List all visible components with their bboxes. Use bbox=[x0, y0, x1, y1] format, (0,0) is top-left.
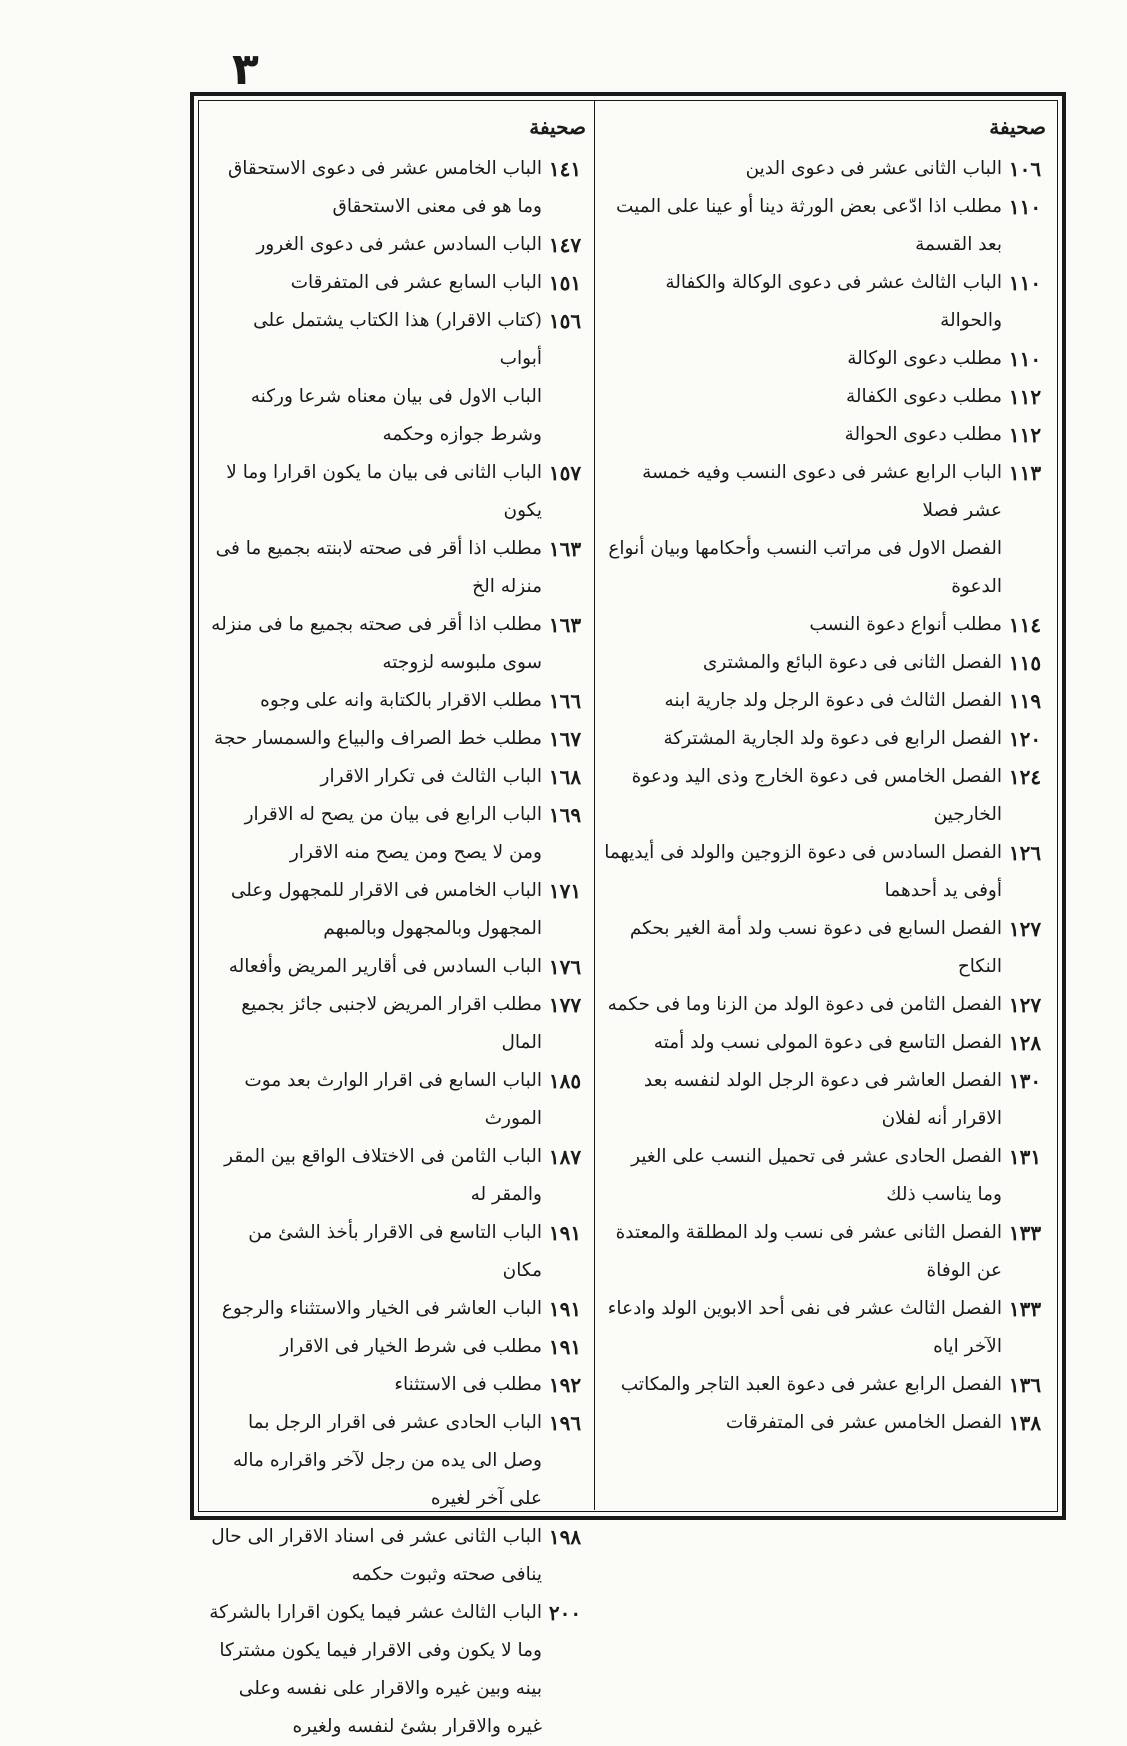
toc-entry-page: ١٤١ bbox=[548, 157, 582, 181]
toc-entry bbox=[206, 872, 588, 948]
toc-entry-page: ١١٣ bbox=[1008, 461, 1042, 485]
toc-entry-page: ١١٢ bbox=[1008, 385, 1042, 409]
toc-entry-page: ١٦٣ bbox=[548, 537, 582, 561]
toc-entry-title: الفصل الخامس فى دعوة الخارج وذى اليد ودعوة الخارجين bbox=[631, 766, 1002, 825]
toc-entry bbox=[604, 682, 1048, 720]
toc-entry bbox=[604, 340, 1048, 378]
toc-entry bbox=[206, 1594, 588, 1746]
toc-entry-title: الباب الرابع فى بيان من يصح له الاقرار ومن لا يصح ومن يصح منه الاقرار bbox=[244, 804, 542, 863]
toc-entry-title: الباب الثانى عشر فى دعوى الدين bbox=[745, 158, 1002, 179]
toc-entry bbox=[206, 1366, 588, 1404]
toc-entry-title: الباب الثانى فى بيان ما يكون اقرارا وما لا يكون bbox=[226, 462, 542, 521]
toc-entry-page: ١٨٥ bbox=[548, 1069, 582, 1093]
toc-entry bbox=[206, 1404, 588, 1518]
toc-entry-title: الفصل العاشر فى دعوة الرجل الولد لنفسه بعد الاقرار أنه لفلان bbox=[643, 1070, 1002, 1129]
toc-entry bbox=[604, 1366, 1048, 1404]
toc-entry-page: ١٩٢ bbox=[548, 1373, 582, 1397]
toc-entry-title: مطلب اذا أقر فى صحته لابنته بجميع ما فى منزله الخ bbox=[215, 538, 542, 597]
toc-entry bbox=[604, 1214, 1048, 1290]
toc-entry-page: ١٣٦ bbox=[1008, 1373, 1042, 1397]
left-column-entries bbox=[206, 150, 588, 1746]
toc-entry bbox=[206, 682, 588, 720]
toc-entry-title: مطلب اذا أقر فى صحته بجميع ما فى منزله سوى ملبوسه لزوجته bbox=[211, 614, 542, 673]
toc-entry-title: مطلب أنواع دعوة النسب bbox=[809, 614, 1002, 635]
left-column bbox=[206, 112, 588, 1746]
toc-entry bbox=[604, 150, 1048, 188]
toc-entry bbox=[604, 1138, 1048, 1214]
toc-entry-page: ١٣٣ bbox=[1008, 1221, 1042, 1245]
toc-entry-title: الفصل السادس فى دعوة الزوجين والولد فى أيديهما أوفى يد أحدهما bbox=[604, 842, 1002, 901]
toc-entry-title: مطلب فى شرط الخيار فى الاقرار bbox=[280, 1336, 542, 1357]
toc-entry-title: الباب الثالث فى تكرار الاقرار bbox=[320, 766, 542, 787]
toc-entry bbox=[604, 834, 1048, 910]
toc-entry-page: ١٧٦ bbox=[548, 955, 582, 979]
toc-entry-title: الفصل الحادى عشر فى تحميل النسب على الغير وما يناسب ذلك bbox=[631, 1146, 1002, 1205]
toc-entry-title: الفصل الخامس عشر فى المتفرقات bbox=[725, 1412, 1002, 1433]
toc-entry-title: مطلب دعوى الحوالة bbox=[844, 424, 1002, 445]
toc-entry-page: ١١٤ bbox=[1008, 613, 1042, 637]
toc-entry-title: الفصل الرابع عشر فى دعوة العبد التاجر والمكاتب bbox=[620, 1374, 1002, 1395]
toc-entry-page: ١٩١ bbox=[548, 1297, 582, 1321]
toc-entry-page: ١١٠ bbox=[1008, 195, 1042, 219]
toc-entry bbox=[604, 758, 1048, 834]
toc-entry bbox=[604, 188, 1048, 264]
toc-entry-title: الباب السابع عشر فى المتفرقات bbox=[290, 272, 542, 293]
toc-entry-title: الباب السادس فى أقارير المريض وأفعاله bbox=[228, 956, 542, 977]
toc-entry-title: الفصل الرابع فى دعوة ولد الجارية المشتركة bbox=[663, 728, 1002, 749]
toc-entry bbox=[206, 758, 588, 796]
toc-entry bbox=[604, 1404, 1048, 1442]
toc-entry-title: الفصل السابع فى دعوة نسب ولد أمة الغير بحكم النكاح bbox=[629, 918, 1002, 977]
toc-entry-page: ١٩٦ bbox=[548, 1411, 582, 1435]
toc-entry bbox=[604, 378, 1048, 416]
toc-entry bbox=[206, 606, 588, 682]
toc-entry-page: ١٢٤ bbox=[1008, 765, 1042, 789]
toc-entry-page: ١٢٧ bbox=[1008, 917, 1042, 941]
toc-entry-page: ١٩١ bbox=[548, 1221, 582, 1245]
toc-entry bbox=[206, 1138, 588, 1214]
toc-entry-page: ١٨٧ bbox=[548, 1145, 582, 1169]
toc-entry-page: ١٢٧ bbox=[1008, 993, 1042, 1017]
toc-entry-page: ١٠٦ bbox=[1008, 157, 1042, 181]
toc-entry bbox=[206, 378, 588, 454]
toc-entry-title: الباب الرابع عشر فى دعوى النسب وفيه خمسة عشر فصلا bbox=[642, 462, 1002, 521]
toc-entry bbox=[604, 530, 1048, 606]
toc-entry-title: الفصل الثالث عشر فى نفى أحد الابوين الولد وادعاء الآخر اياه bbox=[607, 1298, 1002, 1357]
toc-entry-title: الباب السابع فى اقرار الوارث بعد موت المورث bbox=[244, 1070, 542, 1129]
toc-entry-page: ١٥٦ bbox=[548, 309, 582, 333]
toc-entry bbox=[206, 720, 588, 758]
toc-entry bbox=[206, 1290, 588, 1328]
toc-entry bbox=[604, 644, 1048, 682]
toc-entry bbox=[604, 454, 1048, 530]
toc-entry-page: ١٧٧ bbox=[548, 993, 582, 1017]
toc-entry-title: الفصل الثانى عشر فى نسب ولد المطلقة والمعتدة عن الوفاة bbox=[615, 1222, 1002, 1281]
toc-entry-title: (كتاب الاقرار) هذا الكتاب يشتمل على أبواب bbox=[253, 310, 542, 369]
toc-entry-title: الباب التاسع فى الاقرار بأخذ الشئ من مكان bbox=[248, 1222, 542, 1281]
toc-entry bbox=[206, 1518, 588, 1594]
toc-entry-page: ١١٥ bbox=[1008, 651, 1042, 675]
toc-entry-title: الباب الثالث عشر فى دعوى الوكالة والكفالة والحوالة bbox=[665, 272, 1002, 331]
toc-entry-page: ١١٩ bbox=[1008, 689, 1042, 713]
toc-entry bbox=[206, 530, 588, 606]
toc-entry bbox=[206, 1062, 588, 1138]
toc-entry-title: الفصل الثانى فى دعوة البائع والمشترى bbox=[702, 652, 1002, 673]
toc-entry bbox=[604, 606, 1048, 644]
toc-entry bbox=[604, 1062, 1048, 1138]
toc-entry-page: ١٣٣ bbox=[1008, 1297, 1042, 1321]
toc-entry-page: ١٩١ bbox=[548, 1335, 582, 1359]
toc-entry-title: الباب العاشر فى الخيار والاستثناء والرجوع bbox=[221, 1298, 542, 1319]
toc-entry-page: ١٦٣ bbox=[548, 613, 582, 637]
toc-entry-page: ١٧١ bbox=[548, 879, 582, 903]
toc-entry-page: ١٩٨ bbox=[548, 1525, 582, 1549]
toc-entry bbox=[206, 1214, 588, 1290]
toc-entry-title: الفصل الاول فى مراتب النسب وأحكامها وبيان أنواع الدعوة bbox=[608, 538, 1002, 597]
toc-entry bbox=[206, 264, 588, 302]
toc-entry-title: الباب الثانى عشر فى اسناد الاقرار الى حال ينافى صحته وثبوت حكمه bbox=[211, 1526, 542, 1585]
toc-entry-title: الباب الخامس عشر فى دعوى الاستحقاق وما هو فى معنى الاستحقاق bbox=[227, 158, 542, 217]
toc-entry bbox=[206, 986, 588, 1062]
toc-entry-title: مطلب دعوى الوكالة bbox=[847, 348, 1002, 369]
toc-entry-page: ١٥٧ bbox=[548, 461, 582, 485]
toc-entry-page: ١٦٦ bbox=[548, 689, 582, 713]
toc-entry-title: مطلب دعوى الكفالة bbox=[846, 386, 1002, 407]
toc-entry-title: مطلب فى الاستثناء bbox=[394, 1374, 542, 1395]
toc-entry-page: ١٦٨ bbox=[548, 765, 582, 789]
toc-entry-page: ١٢٠ bbox=[1008, 727, 1042, 751]
toc-entry bbox=[604, 910, 1048, 986]
toc-entry-title: مطلب اذا ادّعى بعض الورثة دينا أو عينا على الميت بعد القسمة bbox=[615, 196, 1002, 255]
toc-entry-title: الباب الخامس فى الاقرار للمجهول وعلى المجهول وبالمجهول وبالمبهم bbox=[230, 880, 542, 939]
toc-entry bbox=[604, 416, 1048, 454]
toc-entry-page: ١٦٧ bbox=[548, 727, 582, 751]
toc-entry bbox=[206, 302, 588, 378]
toc-entry-page: ١٥١ bbox=[548, 271, 582, 295]
toc-entry-page: ١٢٦ bbox=[1008, 841, 1042, 865]
right-column-header: صحيفة bbox=[989, 115, 1046, 139]
toc-entry bbox=[604, 986, 1048, 1024]
toc-entry-title: مطلب الاقرار بالكتابة وانه على وجوه bbox=[260, 690, 542, 711]
toc-entry bbox=[604, 1024, 1048, 1062]
toc-entry-page: ١٦٩ bbox=[548, 803, 582, 827]
toc-entry-title: الباب الاول فى بيان معناه شرعا وركنه وشرط جوازه وحكمه bbox=[250, 386, 542, 445]
toc-entry-page: ١٢٨ bbox=[1008, 1031, 1042, 1055]
toc-entry-title: الفصل الثامن فى دعوة الولد من الزنا وما فى حكمه bbox=[607, 994, 1002, 1015]
toc-entry bbox=[206, 948, 588, 986]
toc-entry bbox=[206, 796, 588, 872]
toc-entry-title: الباب السادس عشر فى دعوى الغرور bbox=[256, 234, 542, 255]
toc-entry-title: مطلب اقرار المريض لاجنبى جائز بجميع المال bbox=[241, 994, 542, 1053]
toc-entry-title: الفصل الثالث فى دعوة الرجل ولد جارية ابنه bbox=[664, 690, 1002, 711]
toc-entry bbox=[206, 150, 588, 226]
toc-entry-page: ١١٢ bbox=[1008, 423, 1042, 447]
toc-entry-page: ١٣١ bbox=[1008, 1145, 1042, 1169]
toc-entry-page: ١٣٠ bbox=[1008, 1069, 1042, 1093]
toc-entry bbox=[206, 454, 588, 530]
toc-entry-page: ١١٠ bbox=[1008, 271, 1042, 295]
toc-entry bbox=[604, 1290, 1048, 1366]
toc-entry bbox=[206, 1328, 588, 1366]
toc-entry-page: ١١٠ bbox=[1008, 347, 1042, 371]
column-divider bbox=[594, 101, 595, 1510]
toc-entry bbox=[206, 226, 588, 264]
toc-entry bbox=[604, 720, 1048, 758]
toc-entry-page: ٢٠٠ bbox=[548, 1601, 582, 1625]
page-number: ٣ bbox=[232, 44, 259, 95]
toc-entry-title: الباب الثالث عشر فيما يكون اقرارا بالشركة وما لا يكون وفى الاقرار فيما يكون مشتركا بينه وبين غيره والاقرار على نفسه وعلى غيره والاقرار بشئ لنفسه ولغيره bbox=[209, 1602, 542, 1737]
toc-entry-title: مطلب خط الصراف والبياع والسمسار حجة bbox=[214, 728, 542, 749]
toc-entry-title: الباب الثامن فى الاختلاف الواقع بين المقر والمقر له bbox=[224, 1146, 542, 1205]
left-column-header: صحيفة bbox=[529, 115, 586, 139]
right-column-entries bbox=[604, 150, 1048, 1442]
toc-entry bbox=[604, 264, 1048, 340]
toc-entry-page: ١٣٨ bbox=[1008, 1411, 1042, 1435]
right-column bbox=[604, 112, 1048, 1442]
toc-entry-title: الفصل التاسع فى دعوة المولى نسب ولد أمته bbox=[653, 1032, 1002, 1053]
toc-entry-page: ١٤٧ bbox=[548, 233, 582, 257]
toc-entry-title: الباب الحادى عشر فى اقرار الرجل بما وصل الى يده من رجل لآخر واقراره ماله على آخر لغيره bbox=[232, 1412, 542, 1509]
